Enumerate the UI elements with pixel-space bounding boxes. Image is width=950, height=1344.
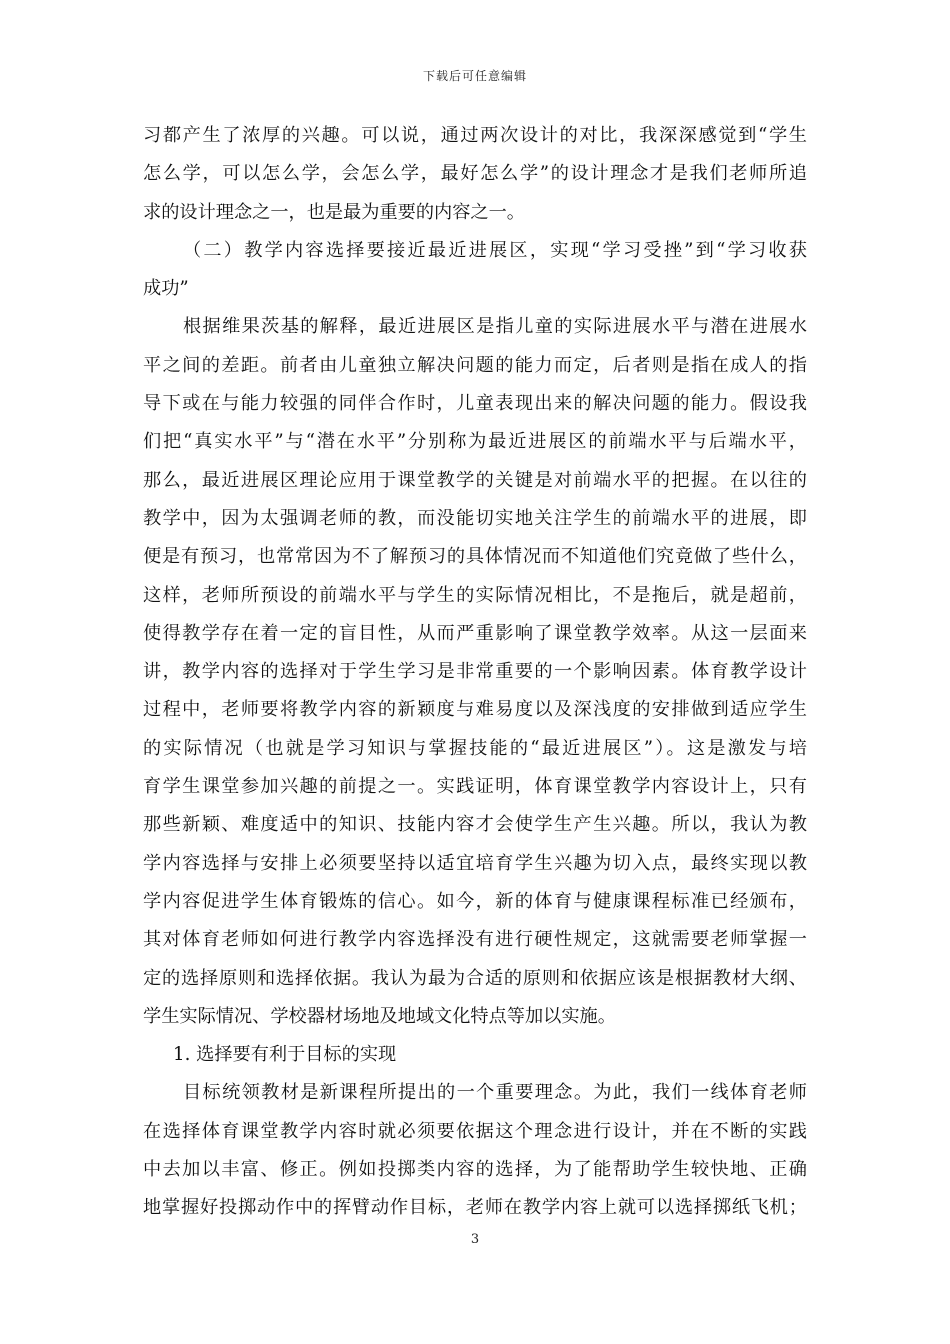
text-line: 学内容选择与安排上必须要坚持以适宜培育学生兴趣为切入点，最终实现以教 [143,852,807,874]
text-line: 过程中，老师要将教学内容的新颖度与难易度以及深浅度的安排做到适应学生 [143,699,807,721]
text-line: 中去加以丰富、修正。例如投掷类内容的选择，为了能帮助学生较快地、正确 [143,1159,807,1181]
text-line: 学生实际情况、学校器材场地及地域文化特点等加以实施。 [143,1005,616,1027]
text-line: 那么，最近进展区理论应用于课堂教学的关键是对前端水平的把握。在以往的 [143,469,807,491]
document-body [143,117,807,1228]
text-line: 的实际情况（也就是学习知识与掌握技能的“最近进展区”）。这是激发与培 [143,737,807,759]
text-line: 这样，老师所预设的前端水平与学生的实际情况相比，不是拖后，就是超前， [143,584,807,606]
text-line: 便是有预习，也常常因为不了解预习的具体情况而不知道他们究竟做了些什么， [143,546,807,568]
text-line: 使得教学存在着一定的盲目性，从而严重影响了课堂教学效率。从这一层面来 [143,622,807,644]
text-line: 在选择体育课堂教学内容时就必须要依据这个理念进行设计，并在不断的实践 [143,1120,807,1142]
subsection-heading: 1. 选择要有利于目标的实现 [173,1044,397,1066]
text-line: 导下或在与能力较强的同伴合作时，儿童表现出来的解决问题的能力。假设我 [143,393,807,415]
text-line: 那些新颖、难度适中的知识、技能内容才会使学生产生兴趣。所以，我认为教 [143,814,807,836]
text-line: 教学中，因为太强调老师的教，而没能切实地关注学生的前端水平的进展，即 [143,507,807,529]
page-number: 3 [470,1232,480,1247]
text-line: 根据维果茨基的解释，最近进展区是指儿童的实际进展水平与潜在进展水 [183,316,807,338]
text-line: 习都产生了浓厚的兴趣。可以说，通过两次设计的对比，我深深感觉到“学生 [143,125,807,146]
text-line: 怎么学，可以怎么学，会怎么学，最好怎么学”的设计理念才是我们老师所追 [143,163,807,185]
page-header: 下载后可任意编辑 [422,69,527,83]
text-line: 其对体育老师如何进行教学内容选择没有进行硬性规定，这就需要老师掌握一 [143,929,807,951]
text-line: 求的设计理念之一，也是最为重要的内容之一。 [143,201,525,223]
text-line: 们把“真实水平”与“潜在水平”分别称为最近进展区的前端水平与后端水平， [143,431,807,453]
text-line: 地掌握好投掷动作中的挥臂动作目标，老师在教学内容上就可以选择掷纸飞机； [143,1197,807,1219]
text-line: 定的选择原则和选择依据。我认为最为合适的原则和依据应该是根据教材大纲、 [143,967,807,989]
section-heading-line: （二）教学内容选择要接近最近进展区，实现“学习受挫”到“学习收获 [183,239,807,261]
section-heading-line: 成功” [143,278,189,300]
text-line: 学内容促进学生体育锻炼的信心。如今，新的体育与健康课程标准已经颁布， [143,890,807,912]
text-line: 目标统领教材是新课程所提出的一个重要理念。为此，我们一线体育老师 [183,1082,807,1104]
text-line: 平之间的差距。前者由儿童独立解决问题的能力而定，后者则是指在成人的指 [143,354,807,376]
text-line: 讲，教学内容的选择对于学生学习是非常重要的一个影响因素。体育教学设计 [143,661,807,683]
text-line: 育学生课堂参加兴趣的前提之一。实践证明，体育课堂教学内容设计上，只有 [143,776,807,798]
